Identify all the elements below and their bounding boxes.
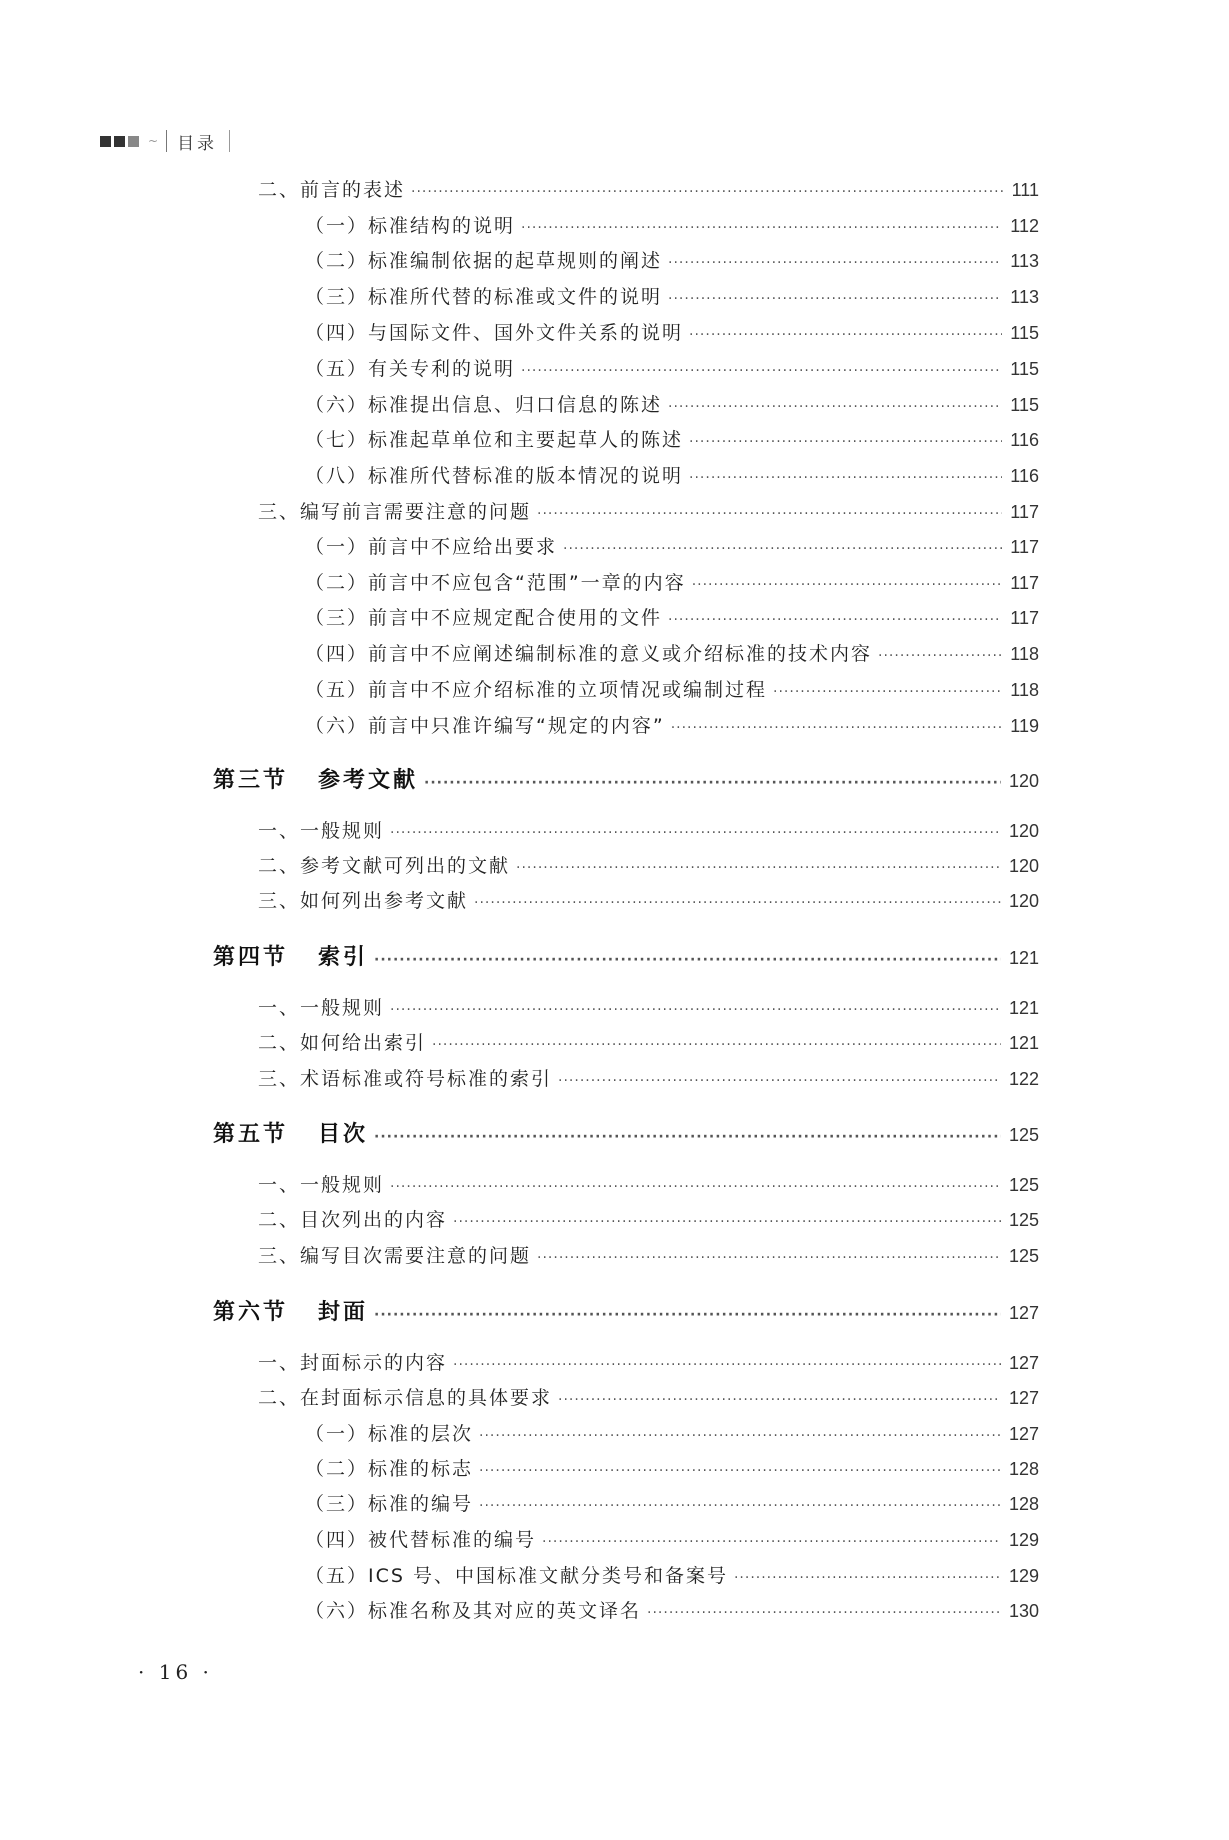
toc-entry-title [305,390,662,417]
toc-entry-title [213,1117,368,1148]
toc-entry-title [258,1170,384,1197]
toc-entry[interactable] [305,461,1039,488]
header-title: 目录 [177,133,218,154]
toc-section-heading[interactable] [213,940,1039,971]
dot-leader [671,720,1003,736]
toc-entry-title [305,532,557,559]
dot-leader [563,541,1002,557]
toc-entry-title [305,568,686,595]
dot-leader [558,1392,1001,1408]
section-number: 第五节 [213,1122,289,1147]
dot-leader [374,1307,1001,1323]
section-number: 第六节 [213,1300,289,1325]
toc-entry-title [213,940,368,971]
toc-entry[interactable] [258,1170,1039,1197]
toc-entry-title [305,461,683,488]
dot-leader [537,506,1002,522]
toc-page-number: 130 [1008,1601,1039,1621]
toc-entry-label: （三）标准的编号 [305,1493,474,1515]
running-header [100,126,230,156]
dot-leader [411,184,1004,200]
toc-entry[interactable] [305,1489,1039,1516]
dot-leader [689,434,1002,450]
toc-entry-label: （三）前言中不应规定配合使用的文件 [305,607,663,629]
toc-page-number: 117 [1010,608,1039,628]
header-ornament: ~ [100,134,158,148]
dot-leader [479,1463,1001,1479]
toc-entry[interactable] [305,568,1039,595]
toc-page-number: 128 [1008,1494,1039,1514]
toc-entry[interactable] [305,354,1039,381]
toc-entry-label: 三、编写前言需要注意的问题 [258,501,532,523]
toc-entry[interactable] [305,1596,1039,1623]
toc-page-number: 115 [1010,359,1039,379]
toc-entry[interactable] [258,175,1039,202]
toc-page-number: 121 [1008,998,1039,1018]
toc-section-heading[interactable] [213,1295,1039,1326]
dot-leader [668,255,1002,271]
toc-entry-title [305,1596,641,1623]
toc-entry-label: 二、目次列出的内容 [258,1209,448,1231]
page-number: · 16 · [138,1660,213,1684]
dot-leader [521,363,1002,379]
dot-leader [542,1534,1001,1550]
toc-entry[interactable] [305,1525,1039,1552]
toc-entry-label: （六）标准名称及其对应的英文译名 [305,1600,642,1622]
toc-page-number: 116 [1010,430,1039,450]
toc-entry-label: 一、封面标示的内容 [258,1352,448,1374]
toc-entry-title [258,1241,531,1268]
toc-entry[interactable] [258,851,1039,878]
toc-entry[interactable] [258,993,1039,1020]
dot-leader [558,1073,1001,1089]
toc-entry-label: （二）前言中不应包含“范围”一章的内容 [305,572,686,594]
toc-entry-title [305,354,515,381]
toc-entry[interactable] [258,886,1039,913]
section-number: 第三节 [213,768,289,793]
toc-page-number: 118 [1010,644,1039,664]
header-divider [229,130,230,152]
dot-leader [374,952,1001,968]
toc-page-number: 127 [1008,1303,1039,1323]
dot-leader [516,860,1001,876]
dot-leader [878,648,1002,664]
toc-page-number: 128 [1008,1459,1039,1479]
toc-entry[interactable] [258,497,1039,524]
dot-leader [647,1605,1001,1621]
toc-page-number: 125 [1008,1125,1039,1145]
toc-page-number: 117 [1010,573,1039,593]
dot-leader [479,1428,1001,1444]
toc-entry[interactable] [305,1419,1039,1446]
toc-entry[interactable] [305,390,1039,417]
toc-entry-label: （一）标准的层次 [305,1423,474,1445]
dot-leader [453,1214,1001,1230]
toc-entry-label: 二、如何给出索引 [258,1032,427,1054]
toc-entry-label: （七）标准起草单位和主要起草人的陈述 [305,429,684,451]
toc-entry-label: （五）有关专利的说明 [305,358,516,380]
toc-entry[interactable] [305,639,1039,666]
toc-entry-title [258,1348,447,1375]
toc-section-heading[interactable] [213,763,1039,794]
toc-entry-title [305,211,515,238]
toc-entry[interactable] [305,603,1039,630]
toc-entry-title [213,1295,368,1326]
toc-entry-label: （八）标准所代替标准的版本情况的说明 [305,465,684,487]
toc-entry-title [305,425,683,452]
toc-page-number: 122 [1008,1069,1039,1089]
dot-leader [668,291,1002,307]
toc-entry-label: 二、参考文献可列出的文献 [258,855,511,877]
toc-page-number: 129 [1008,1566,1039,1586]
toc-entry-label: （一）前言中不应给出要求 [305,536,558,558]
toc-entry-label: 一、一般规则 [258,1174,385,1196]
toc-page-number: 121 [1008,948,1039,968]
toc-entry-label: 二、在封面标示信息的具体要求 [258,1387,553,1409]
toc-entry-title [305,1525,536,1552]
toc-page-number: 120 [1008,891,1039,911]
dot-leader [773,684,1002,700]
toc-entry-title [258,993,384,1020]
dot-leader [689,327,1002,343]
header-divider [166,130,167,152]
dot-leader [424,775,1001,791]
toc-entry-label: 封面 [318,1300,369,1325]
toc-entry-title [305,318,683,345]
dot-leader [668,399,1002,415]
toc-entry-title [258,1205,447,1232]
toc-entry-label: （六）前言中只准许编写“规定的内容” [305,715,665,737]
toc-entry-title [305,246,662,273]
toc-entry-title [305,711,665,738]
toc-entry-label: （四）前言中不应阐述编制标准的意义或介绍标准的技术内容 [305,643,873,665]
toc-page-number: 116 [1010,466,1039,486]
toc-page-number: 115 [1010,395,1039,415]
toc-entry-title [258,497,531,524]
toc-page-number: 127 [1008,1424,1039,1444]
dot-leader [374,1129,1001,1145]
toc-page-number: 112 [1010,216,1039,236]
toc-entry[interactable] [258,1205,1039,1232]
toc-entry-title [305,639,872,666]
toc-entry-label: （一）标准结构的说明 [305,215,516,237]
toc-page-number: 125 [1008,1210,1039,1230]
toc-entry[interactable] [305,282,1039,309]
dot-leader [432,1037,1001,1053]
toc-entry-label: （五）前言中不应介绍标准的立项情况或编制过程 [305,679,768,701]
toc-entry-label: （二）标准的标志 [305,1458,474,1480]
toc-page-number: 120 [1008,771,1039,791]
dot-leader [390,825,1001,841]
toc-page-number: 111 [1011,180,1039,200]
toc-entry[interactable] [258,1241,1039,1268]
toc-entry-title [258,886,468,913]
toc-entry-title [305,1489,473,1516]
toc-page-number: 127 [1008,1353,1039,1373]
toc-entry-title [258,1028,426,1055]
toc-entry-title [213,763,418,794]
toc-entry-label: 一、一般规则 [258,820,385,842]
toc-entry-label: （四）被代替标准的编号 [305,1529,537,1551]
toc-entry-label: 三、如何列出参考文献 [258,890,469,912]
toc-entry-label: 三、术语标准或符号标准的索引 [258,1068,553,1090]
toc-entry-title [258,1383,552,1410]
toc-page-number: 118 [1010,680,1039,700]
toc-entry[interactable] [305,675,1039,702]
toc-entry-title [258,1064,552,1091]
toc-entry[interactable] [305,425,1039,452]
toc-entry-title [305,1454,473,1481]
toc-entry-label: （二）标准编制依据的起草规则的阐述 [305,250,663,272]
toc-entry-title [305,1419,473,1446]
dot-leader [479,1498,1001,1514]
toc-entry[interactable] [305,211,1039,238]
toc-page-number: 129 [1008,1530,1039,1550]
dot-leader [537,1250,1001,1266]
toc-entry[interactable] [258,1064,1039,1091]
toc-entry-title [305,282,662,309]
toc-entry[interactable] [305,1561,1039,1588]
toc-page-number: 120 [1008,856,1039,876]
toc-page-number: 120 [1008,821,1039,841]
toc-entry-label: （三）标准所代替的标准或文件的说明 [305,286,663,308]
toc-entry-title [258,851,510,878]
dot-leader [390,1002,1001,1018]
toc-entry[interactable] [258,1348,1039,1375]
toc-entry-label: （四）与国际文件、国外文件关系的说明 [305,322,684,344]
toc-entry-title [258,816,384,843]
dot-leader [734,1570,1001,1586]
toc-page-number: 113 [1010,251,1039,271]
toc-entry[interactable] [258,1028,1039,1055]
toc-page-number: 117 [1010,537,1039,557]
toc-entry-title [305,603,662,630]
toc-entry-label: （六）标准提出信息、归口信息的陈述 [305,394,663,416]
toc-entry[interactable] [305,246,1039,273]
dot-leader [390,1179,1001,1195]
toc-entry[interactable] [258,816,1039,843]
toc-page-number: 127 [1008,1388,1039,1408]
toc-page-number: 113 [1010,287,1039,307]
dot-leader [453,1357,1001,1373]
toc-entry[interactable] [305,318,1039,345]
toc-entry-label: 目次 [318,1122,369,1147]
toc-page-number: 115 [1010,323,1039,343]
toc-page-number: 125 [1008,1175,1039,1195]
toc-entry-label: 二、前言的表述 [258,179,406,201]
toc-page-number: 119 [1010,716,1039,736]
dot-leader [689,470,1002,486]
toc-entry-label: 索引 [318,945,369,970]
toc-entry[interactable] [305,711,1039,738]
section-number: 第四节 [213,945,289,970]
dot-leader [668,612,1002,628]
toc-entry-label: （五）ICS 号、中国标准文献分类号和备案号 [305,1565,728,1587]
toc-entry-title [305,675,767,702]
toc-page-number: 121 [1008,1033,1039,1053]
toc-entry-label: 一、一般规则 [258,997,385,1019]
toc-entry-title [258,175,405,202]
toc-page-number: 125 [1008,1246,1039,1266]
toc-entry[interactable] [305,532,1039,559]
toc-entry-title [305,1561,728,1588]
toc-section-heading[interactable] [213,1117,1039,1148]
toc-entry-label: 三、编写目次需要注意的问题 [258,1245,532,1267]
toc-entry-label: 参考文献 [318,768,419,793]
dot-leader [692,577,1003,593]
dot-leader [474,895,1001,911]
toc-entry[interactable] [258,1383,1039,1410]
toc-entry[interactable] [305,1454,1039,1481]
toc-page-number: 117 [1010,502,1039,522]
dot-leader [521,220,1002,236]
